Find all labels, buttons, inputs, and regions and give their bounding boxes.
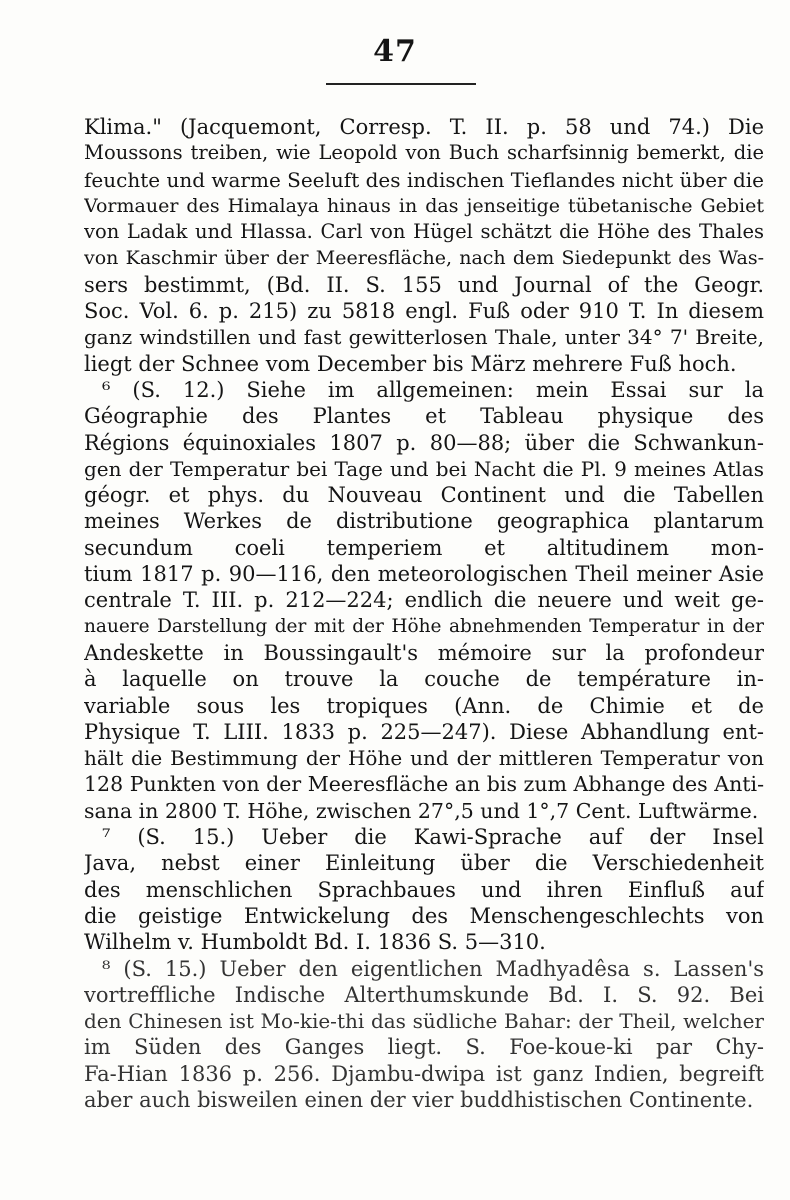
text-line: aber auch bisweilen einen der vier buddhistischen Continente. (84, 1087, 754, 1112)
text-line: à laquelle on trouve la couche de température in- (84, 667, 764, 692)
text-line: tium 1817 p. 90—116, den meteorologischen Theil meiner Asie (84, 562, 764, 587)
text-line: Régions équinoxiales 1807 p. 80—88; über die Schwankun- (84, 430, 764, 455)
text-line: ganz windstillen und fast gewitterlosen Thale, unter 34° 7' Breite, (84, 325, 764, 350)
text-line: sana in 2800 T. Höhe, zwischen 27°,5 und 1°,7 Cent. Luftwärme. (84, 798, 759, 823)
body-text (84, 114, 764, 1113)
text-line: sers bestimmt, (Bd. II. S. 155 und Journal of the Geogr. (84, 272, 764, 297)
text-line: im Süden des Ganges liegt. S. Foe-koue-ki par Chy- (84, 1035, 764, 1060)
text-line: 128 Punkten von der Meeresfläche an bis zum Abhange des Anti- (84, 772, 764, 797)
header-rule (326, 83, 476, 85)
text-line: Soc. Vol. 6. p. 215) zu 5818 engl. Fuß oder 910 T. In diesem (84, 299, 764, 324)
text-line: secundum coeli temperiem et altitudinem mon- (84, 535, 764, 560)
text-line: géogr. et phys. du Nouveau Continent und die Tabellen (84, 483, 764, 508)
text-line: von Kaschmir über der Meeresfläche, nach dem Siedepunkt des Was- (84, 247, 764, 270)
text-line: Fa-Hian 1836 p. 256. Djambu-dwipa ist ganz Indien, begreift (84, 1061, 764, 1086)
text-line: vortreffliche Indische Alterthumskunde Bd. I. S. 92. Bei (84, 982, 764, 1007)
text-line: von Ladak und Hlassa. Carl von Hügel schätzt die Höhe des Thales (84, 220, 764, 244)
text-line: Java, nebst einer Einleitung über die Verschiedenheit (84, 851, 764, 876)
text-line: den Chinesen ist Mo-kie-thi das südliche Bahar: der Theil, welcher (84, 1009, 764, 1034)
text-line: des menschlichen Sprachbaues und ihren Einfluß auf (84, 877, 764, 902)
text-line: Vormauer des Himalaya hinaus in das jenseitige tübetanische Gebiet (84, 194, 764, 217)
footnote-6-line: ⁶ (S. 12.) Siehe im allgemeinen: mein Essai sur la (102, 377, 764, 402)
text-line: Moussons treiben, wie Leopold von Buch scharfsinnig bemerkt, die (84, 141, 764, 165)
text-line: Géographie des Plantes et Tableau physique des (84, 404, 764, 429)
text-line: hält die Bestimmung der Höhe und der mittleren Temperatur von (84, 746, 764, 771)
text-line: Andeskette in Boussingault's mémoire sur la profondeur (84, 640, 764, 665)
text-line: die geistige Entwickelung des Menschengeschlechts von (84, 903, 764, 928)
footnote-7-line: ⁷ (S. 15.) Ueber die Kawi-Sprache auf der Insel (102, 825, 764, 850)
text-line: centrale T. III. p. 212—224; endlich die neuere und weit ge- (84, 588, 764, 613)
text-line: nauere Darstellung der mit der Höhe abnehmenden Temperatur in der (84, 615, 764, 637)
page-number: 47 (373, 34, 417, 69)
text-line: meines Werkes de distributione geographica plantarum (84, 509, 764, 534)
text-line: variable sous les tropiques (Ann. de Chimie et de (84, 693, 764, 718)
text-line: liegt der Schnee vom December bis März mehrere Fuß hoch. (84, 351, 737, 376)
text-line: Wilhelm v. Humboldt Bd. I. 1836 S. 5—310. (84, 930, 546, 955)
text-line: gen der Temperatur bei Tage und bei Nacht die Pl. 9 meines Atlas (84, 456, 764, 481)
text-line: feuchte und warme Seeluft des indischen Tieflandes nicht über die (84, 167, 764, 192)
text-line: Klima." (Jacquemont, Corresp. T. II. p. 58 und 74.) Die (84, 115, 764, 139)
footnote-8-line: ⁸ (S. 15.) Ueber den eigentlichen Madhyadêsa s. Lassen's (102, 956, 764, 981)
text-line: Physique T. LIII. 1833 p. 225—247). Diese Abhandlung ent- (84, 719, 764, 744)
